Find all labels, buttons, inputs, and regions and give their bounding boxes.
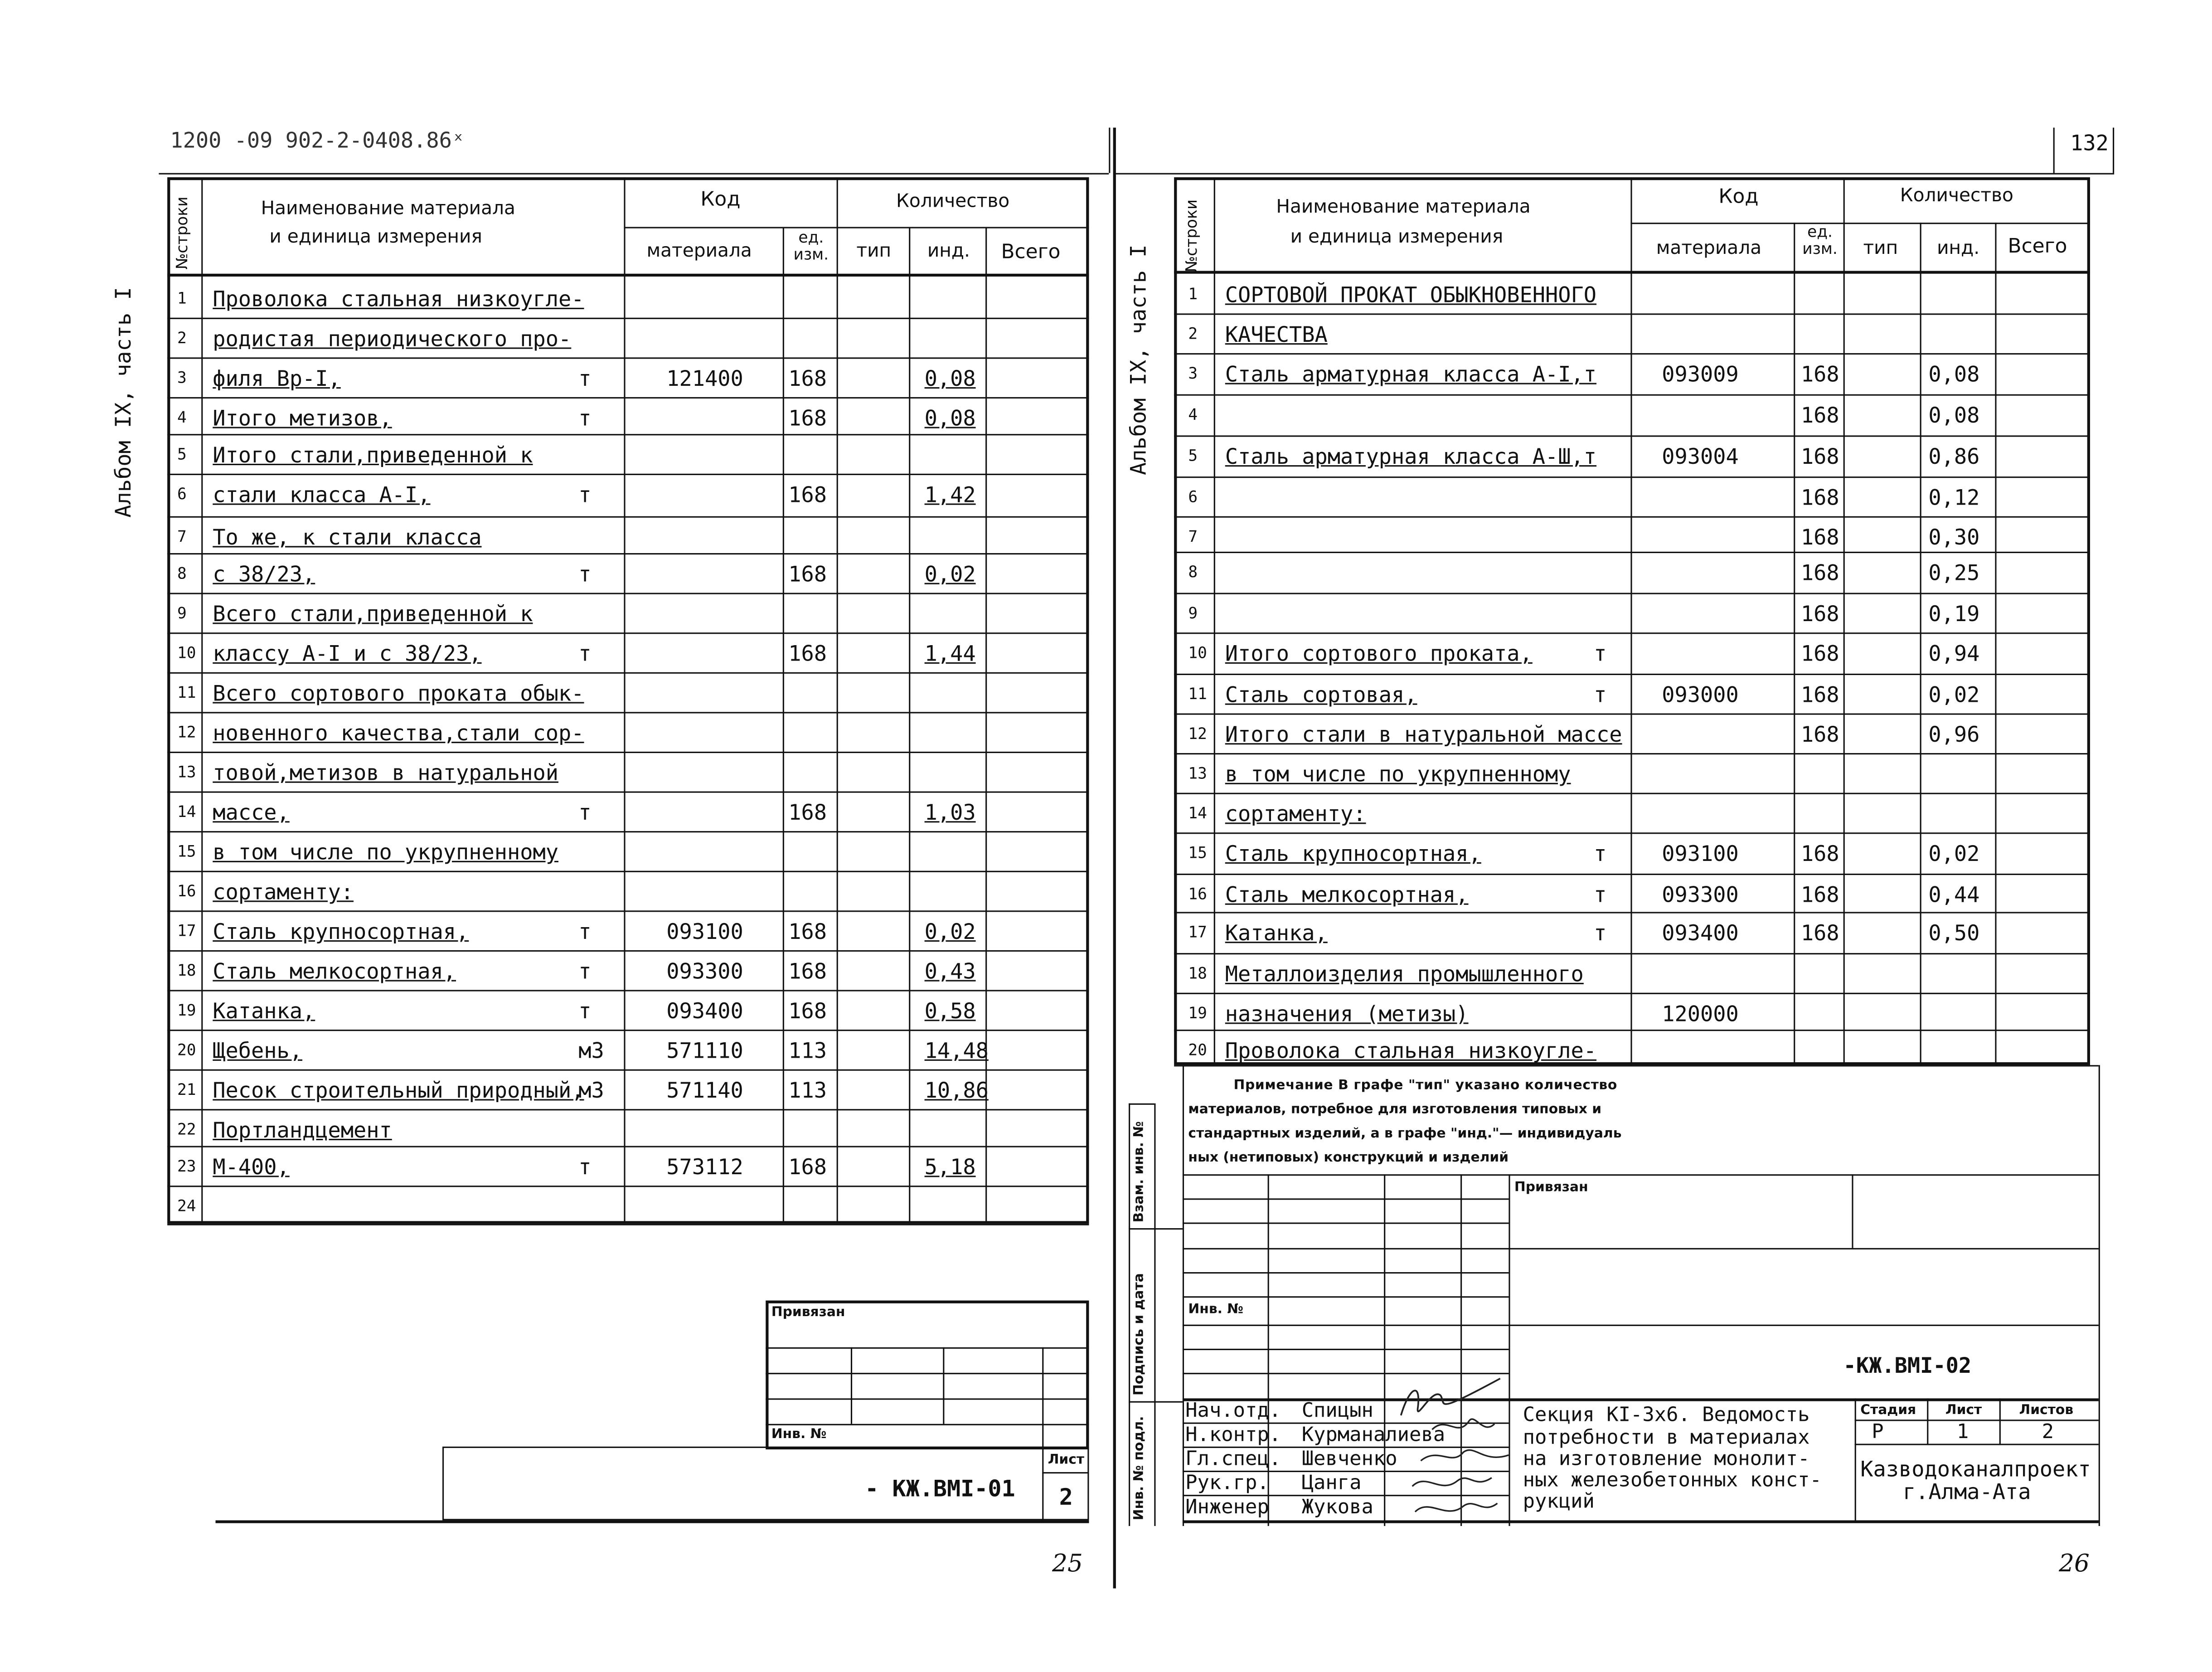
left-stamp-list-label: Лист xyxy=(1048,1452,1085,1468)
row-unit: т xyxy=(578,641,592,667)
signer-role: Рук.гр. xyxy=(1185,1472,1269,1495)
right-stamp-stadiya-value: Р xyxy=(1872,1421,1884,1444)
row-unit: м3 xyxy=(578,1078,604,1103)
row-number: 14 xyxy=(177,802,196,821)
left-col-name-line1: Наименование материала xyxy=(261,198,515,220)
row-code: 093100 xyxy=(1662,841,1739,867)
row-number: 16 xyxy=(1188,885,1207,904)
row-number: 2 xyxy=(177,329,187,348)
row-name: классу А-I и с 38/23, xyxy=(213,641,482,667)
row-number: 7 xyxy=(177,527,187,546)
right-title-line3: на изготовление монолит- xyxy=(1523,1448,1810,1471)
row-ed: 168 xyxy=(1800,525,1839,550)
row-name: массе, xyxy=(213,800,290,826)
row-number: 19 xyxy=(177,1001,196,1020)
row-number: 22 xyxy=(177,1120,196,1139)
row-name: Щебень, xyxy=(213,1038,302,1064)
row-code: 093300 xyxy=(1662,882,1739,908)
signer-name: Спицын xyxy=(1301,1400,1373,1423)
right-title-line4: ных железобетонных конст- xyxy=(1523,1469,1822,1492)
row-ind: 0,43 xyxy=(924,958,976,984)
left-col-name-line2: и единица измерения xyxy=(269,227,482,248)
row-ind: 0,08 xyxy=(1928,361,1980,387)
side-label-inv-podl: Инв. № подл. xyxy=(1131,1416,1147,1521)
row-name: Сталь мелкосортная, xyxy=(213,958,456,984)
row-number: 19 xyxy=(1188,1004,1207,1023)
row-unit: т xyxy=(578,366,592,392)
row-ind: 0,02 xyxy=(924,561,976,588)
row-ind: 1,42 xyxy=(924,482,976,508)
row-ind: 0,94 xyxy=(1928,641,1980,667)
row-ed: 168 xyxy=(1800,485,1839,511)
row-code: 120000 xyxy=(1662,1001,1739,1027)
left-col-kolichestvo: Количество xyxy=(896,191,1010,213)
row-number: 11 xyxy=(177,683,196,702)
right-side-title: Альбом IX, часть I xyxy=(1125,244,1152,475)
right-sheet-number: 132 xyxy=(2070,130,2109,156)
left-stamp-list-value: 2 xyxy=(1059,1483,1073,1511)
row-ind: 5,18 xyxy=(924,1154,976,1180)
row-ed: 168 xyxy=(788,958,827,984)
row-number: 5 xyxy=(177,445,187,464)
row-ind: 0,58 xyxy=(924,998,976,1024)
row-code: 093400 xyxy=(1662,920,1739,946)
row-ed: 168 xyxy=(788,1154,827,1180)
row-ind: 0,08 xyxy=(1928,403,1980,428)
left-col-nstroki: №строки xyxy=(173,196,192,270)
row-unit: т xyxy=(578,405,592,431)
row-name: М-400, xyxy=(213,1154,290,1180)
row-number: 12 xyxy=(1188,724,1207,744)
right-stamp-listov-value: 2 xyxy=(2042,1421,2054,1444)
row-name: Итого стали,приведенной к xyxy=(213,442,533,468)
left-page-number: 25 xyxy=(1052,1550,1083,1579)
row-unit: т xyxy=(1594,682,1607,708)
row-ed: 168 xyxy=(788,919,827,945)
row-unit: т xyxy=(1594,641,1607,667)
left-stamp-inv-no: Инв. № xyxy=(771,1426,827,1443)
row-number: 10 xyxy=(1188,644,1207,662)
row-ind: 0,30 xyxy=(1928,525,1980,550)
row-ed: 168 xyxy=(788,800,827,826)
note-line2: материалов, потребное для изготовления типовых и xyxy=(1188,1102,1602,1118)
row-ind: 0,96 xyxy=(1928,722,1980,748)
row-number: 12 xyxy=(177,723,196,742)
right-page-number: 26 xyxy=(2059,1550,2090,1579)
row-number: 20 xyxy=(177,1041,196,1060)
row-unit: т xyxy=(578,1154,592,1180)
row-name: Сталь мелкосортная, xyxy=(1225,882,1469,908)
right-stamp-list-value: 1 xyxy=(1956,1421,1969,1444)
row-number: 18 xyxy=(1188,964,1207,983)
row-number: 11 xyxy=(1188,685,1207,704)
row-ed: 168 xyxy=(1800,601,1839,627)
row-code: 093400 xyxy=(666,998,743,1024)
left-col-ind: инд. xyxy=(927,241,970,262)
note-line1: Примечание В графе "тип" указано количество xyxy=(1233,1078,1617,1094)
row-ind: 0,08 xyxy=(924,366,976,392)
row-ed: 168 xyxy=(1800,682,1839,708)
left-col-kod: Код xyxy=(700,189,741,212)
row-number: 14 xyxy=(1188,804,1207,823)
row-number: 6 xyxy=(1188,488,1198,506)
right-col-kod: Код xyxy=(1718,185,1759,209)
row-code: 093300 xyxy=(666,958,743,984)
row-ed: 168 xyxy=(1800,403,1839,428)
row-number: 8 xyxy=(1188,563,1198,582)
row-ed: 168 xyxy=(1800,560,1839,586)
right-col-nstroki: №строки xyxy=(1182,199,1201,272)
row-ed: 168 xyxy=(1800,361,1839,387)
left-doc-code: - КЖ.ВМI-01 xyxy=(865,1475,1015,1502)
row-unit: м3 xyxy=(578,1038,604,1064)
row-name: в том числе по укрупненному xyxy=(213,839,559,865)
row-ed: 168 xyxy=(788,366,827,392)
row-ed: 168 xyxy=(788,482,827,508)
row-name: филя Вр-I, xyxy=(213,366,341,392)
right-stamp-listov-label: Листов xyxy=(2019,1402,2074,1419)
signer-name: Курманалиева xyxy=(1301,1424,1446,1447)
right-stamp-inv-no: Инв. № xyxy=(1188,1302,1244,1318)
row-unit: т xyxy=(578,919,592,945)
row-name: Металлоизделия промышленного xyxy=(1225,961,1584,987)
row-code: 121400 xyxy=(666,366,743,392)
row-name: То же, к стали класса xyxy=(213,525,482,550)
row-name: Сталь крупносортная, xyxy=(1225,841,1481,867)
row-ed: 168 xyxy=(1800,882,1839,908)
row-name: Песок строительный природный, xyxy=(213,1078,584,1103)
left-header-code: 1200 -09 902-2-0408.86ˣ xyxy=(170,127,465,153)
row-unit: т xyxy=(578,482,592,508)
row-ed: 168 xyxy=(1800,641,1839,667)
right-title-line2: потребности в материалах xyxy=(1523,1426,1810,1450)
row-name: Всего стали,приведенной к xyxy=(213,601,533,627)
row-number: 18 xyxy=(177,961,196,980)
row-number: 3 xyxy=(1188,364,1198,383)
signature-marks xyxy=(1390,1373,1518,1523)
row-name: Проволока стальная низкоугле- xyxy=(213,286,584,312)
right-title-line5: рукций xyxy=(1523,1490,1595,1513)
row-name: Всего сортового проката обык- xyxy=(213,680,584,706)
row-name: Сталь сортовая, xyxy=(1225,682,1417,708)
row-ed: 168 xyxy=(1800,920,1839,946)
signer-name: Цанга xyxy=(1301,1472,1362,1495)
row-number: 23 xyxy=(177,1157,196,1176)
row-number: 3 xyxy=(177,369,187,387)
row-name: с 38/23, xyxy=(213,561,315,588)
row-ed: 168 xyxy=(788,405,827,431)
row-ind: 0,02 xyxy=(924,919,976,945)
row-ed: 168 xyxy=(788,561,827,588)
row-unit: т xyxy=(1594,920,1607,946)
row-number: 9 xyxy=(1188,604,1198,623)
row-name: родистая периодического про- xyxy=(213,326,572,352)
row-name: товой,метизов в натуральной xyxy=(213,760,559,786)
row-number: 16 xyxy=(177,882,196,901)
row-unit: т xyxy=(578,800,592,826)
left-col-ed-izm: ед. изм. xyxy=(793,228,829,264)
row-ed: 113 xyxy=(788,1038,827,1064)
row-ind: 14,48 xyxy=(924,1038,989,1064)
row-ind: 0,19 xyxy=(1928,601,1980,627)
row-name: СОРТОВОЙ ПРОКАТ ОБЫКНОВЕННОГО xyxy=(1225,282,1597,308)
right-col-name-line2: и единица измерения xyxy=(1290,227,1504,248)
right-col-ind: инд. xyxy=(1937,238,1980,260)
right-col-material: материала xyxy=(1656,238,1762,260)
right-col-tip: тип xyxy=(1863,238,1898,260)
row-name: сортаменту: xyxy=(1225,801,1366,827)
right-stamp-org-line2: г.Алма-Ата xyxy=(1903,1479,2031,1505)
signer-name: Шевченко xyxy=(1301,1448,1397,1471)
row-number: 20 xyxy=(1188,1041,1207,1060)
row-name: Катанка, xyxy=(1225,920,1328,946)
row-ed: 168 xyxy=(1800,841,1839,867)
row-name: Сталь арматурная класса А-I,т xyxy=(1225,361,1597,387)
row-name: новенного качества,стали сор- xyxy=(213,720,584,746)
row-code: 093009 xyxy=(1662,361,1739,387)
row-name: Сталь арматурная класса А-Ш,т xyxy=(1225,444,1597,470)
row-name: назначения (метизы) xyxy=(1225,1001,1469,1027)
row-number: 1 xyxy=(1188,285,1198,304)
row-name: в том числе по укрупненному xyxy=(1225,761,1571,787)
left-side-title: Альбом IX, часть I xyxy=(110,287,136,518)
signer-role: Инженер xyxy=(1185,1496,1269,1519)
row-name: Сталь крупносортная, xyxy=(213,919,469,945)
signer-role: Гл.спец. xyxy=(1185,1448,1281,1471)
row-unit: т xyxy=(578,958,592,984)
row-ed: 168 xyxy=(788,641,827,667)
left-stamp-privyazan: Привязан xyxy=(771,1304,845,1321)
row-ed: 168 xyxy=(1800,722,1839,748)
row-ind: 0,08 xyxy=(924,405,976,431)
row-name: КАЧЕСТВА xyxy=(1225,322,1328,348)
right-title-line1: Секция КI-3x6. Ведомость xyxy=(1523,1404,1810,1427)
row-number: 6 xyxy=(177,485,187,504)
row-ind: 0,02 xyxy=(1928,841,1980,867)
row-number: 17 xyxy=(1188,923,1207,942)
row-number: 2 xyxy=(1188,325,1198,344)
signer-role: Н.контр. xyxy=(1185,1424,1281,1447)
row-code: 093100 xyxy=(666,919,743,945)
row-name: сортаменту: xyxy=(213,879,354,905)
right-col-ed-izm: ед. изм. xyxy=(1802,223,1838,258)
row-name: Катанка, xyxy=(213,998,315,1024)
row-name: Портландцемент xyxy=(213,1118,392,1143)
row-code: 093000 xyxy=(1662,682,1739,708)
row-number: 13 xyxy=(177,763,196,782)
signer-role: Нач.отд. xyxy=(1185,1400,1281,1423)
row-name: Проволока стальная низкоугле- xyxy=(1225,1038,1597,1064)
row-number: 21 xyxy=(177,1080,196,1099)
left-col-material: материала xyxy=(646,241,752,262)
row-code: 571140 xyxy=(666,1078,743,1103)
row-number: 24 xyxy=(177,1197,196,1215)
row-number: 15 xyxy=(1188,844,1207,862)
row-number: 4 xyxy=(1188,405,1198,424)
row-ind: 0,25 xyxy=(1928,560,1980,586)
row-ind: 0,50 xyxy=(1928,920,1980,946)
row-ind: 0,02 xyxy=(1928,682,1980,708)
row-number: 10 xyxy=(177,644,196,662)
row-number: 8 xyxy=(177,564,187,583)
row-code: 571110 xyxy=(666,1038,743,1064)
row-number: 1 xyxy=(177,289,187,308)
right-col-name-line1: Наименование материала xyxy=(1276,197,1531,219)
row-name: Итого стали в натуральной массе xyxy=(1225,722,1622,748)
row-number: 9 xyxy=(177,604,187,623)
row-unit: т xyxy=(578,561,592,588)
right-stamp-list-label: Лист xyxy=(1945,1402,1982,1419)
row-unit: т xyxy=(1594,882,1607,908)
row-ind: 0,44 xyxy=(1928,882,1980,908)
row-ind: 0,86 xyxy=(1928,444,1980,470)
row-code: 573112 xyxy=(666,1154,743,1180)
note-line3: стандартных изделий, а в графе "инд."— индивидуаль xyxy=(1188,1126,1622,1142)
row-number: 7 xyxy=(1188,527,1198,546)
row-name: стали класса А-I, xyxy=(213,482,431,508)
row-number: 4 xyxy=(177,408,187,427)
note-line4: ных (нетиповых) конструкций и изделий xyxy=(1188,1150,1509,1166)
left-col-tip: тип xyxy=(856,241,892,262)
right-col-vsego: Всего xyxy=(2008,235,2067,258)
row-ind: 1,44 xyxy=(924,641,976,667)
row-ed: 168 xyxy=(788,998,827,1024)
right-doc-code: -КЖ.ВМI-02 xyxy=(1843,1353,1972,1379)
row-name: Итого сортового проката, xyxy=(1225,641,1533,667)
right-col-kolichestvo: Количество xyxy=(1900,185,2013,207)
row-number: 17 xyxy=(177,922,196,940)
row-number: 15 xyxy=(177,842,196,861)
row-ind: 0,12 xyxy=(1928,485,1980,511)
row-ed: 113 xyxy=(788,1078,827,1103)
row-number: 5 xyxy=(1188,447,1198,466)
row-ed: 168 xyxy=(1800,444,1839,470)
row-name: Итого метизов, xyxy=(213,405,392,431)
row-code: 093004 xyxy=(1662,444,1739,470)
row-ind: 10,86 xyxy=(924,1078,989,1103)
row-unit: т xyxy=(578,998,592,1024)
row-number: 13 xyxy=(1188,764,1207,783)
row-ind: 1,03 xyxy=(924,800,976,826)
right-stamp-privyazan: Привязан xyxy=(1514,1180,1588,1196)
right-stamp-stadiya-label: Стадия xyxy=(1860,1402,1916,1419)
side-label-vzam: Взам. инв. № xyxy=(1131,1121,1147,1223)
row-unit: т xyxy=(1594,841,1607,867)
signer-name: Жукова xyxy=(1301,1496,1373,1519)
left-col-vsego: Всего xyxy=(1001,241,1061,264)
side-label-podpis: Подпись и дата xyxy=(1131,1273,1147,1396)
right-stamp-org-line1: Казводоканалпроект xyxy=(1860,1456,2091,1482)
